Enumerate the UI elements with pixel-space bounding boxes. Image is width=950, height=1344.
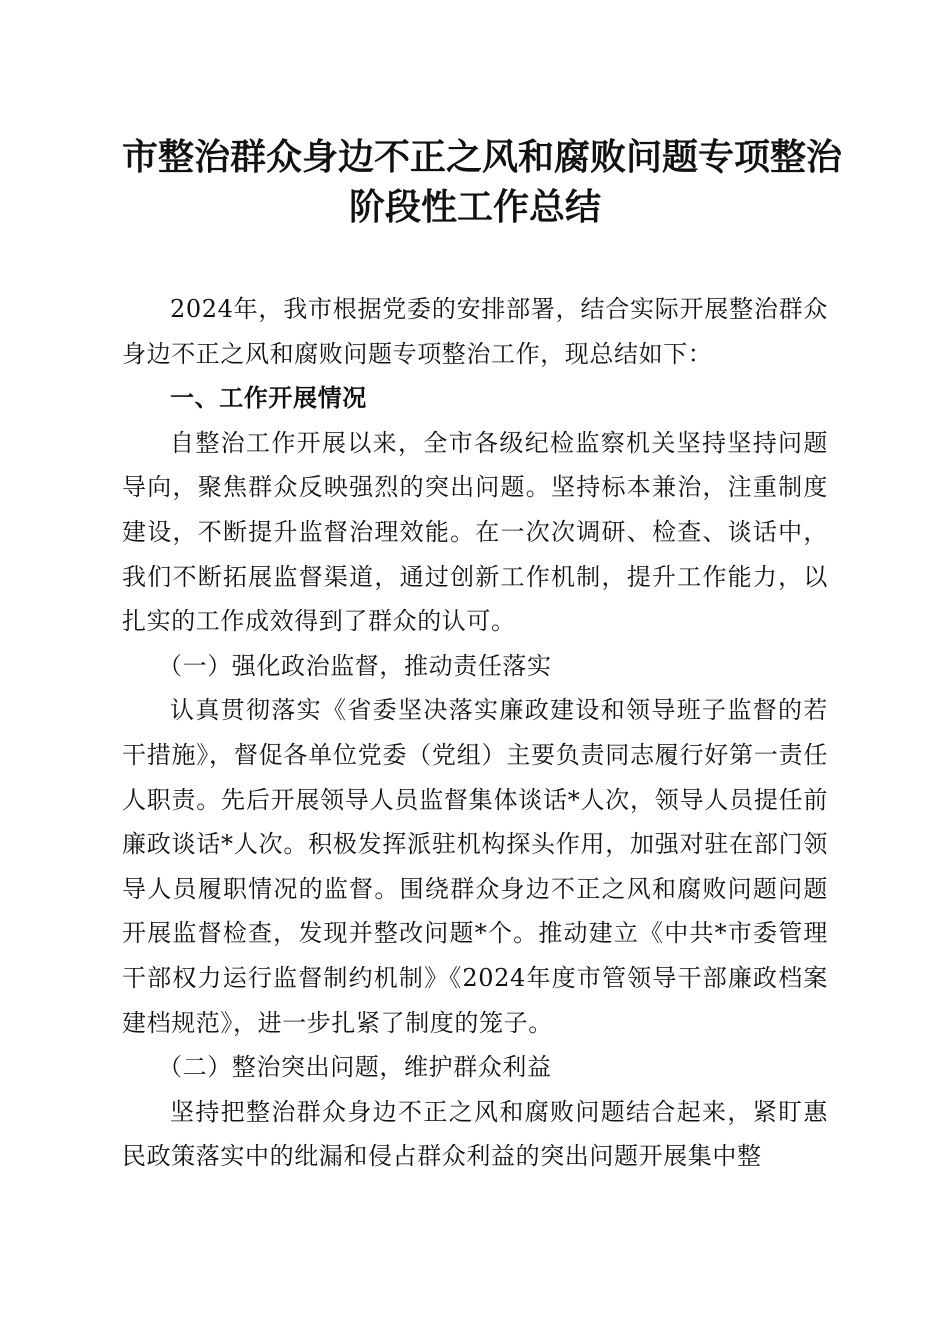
document-page xyxy=(122,132,843,1179)
subsection2-paragraph: 坚持把整治群众身边不正之风和腐败问题结合起来，紧盯惠民政策落实中的纰漏和侵占群众利益的突出问题开展集中整 xyxy=(122,1097,828,1171)
intro-paragraph: 2024年，我市根据党委的安排部署，结合实际开展整治群众身边不正之风和腐败问题专项整治工作，现总结如下： xyxy=(122,295,828,368)
subsection1-paragraph: 认真贯彻落实《省委坚决落实廉政建设和领导班子监督的若干措施》，督促各单位党委（党组）主要负责同志履行好第一责任人职责。先后开展领导人员监督集体谈话*人次，领导人员提任前廉政谈话*人次。积极发挥派驻机构探头作用，加强对驻在部门领导人员履职情况的监督。围绕群众身边不正之风和腐败问题问题开展监督检查，发现并整改问题*个。推动建立《中共*市委管理干部权力运行监督制约机制》《2024年度市管领导干部廉政档案建档规范》，进一步扎紧了制度的笼子。 xyxy=(122,696,828,1037)
document-title-line-2: 阶段性工作总结 xyxy=(348,186,601,228)
title-spacer xyxy=(122,232,828,287)
document-title-line-1: 市整治群众身边不正之风和腐败问题专项整治 xyxy=(122,136,843,178)
section-heading-work-status: 一、工作开展情况 xyxy=(170,383,367,413)
subsection-heading-rectify-problems: （二）整治突出问题，维护群众利益 xyxy=(158,1053,552,1082)
section1-paragraph: 自整治工作开展以来，全市各级纪检监察机关坚持坚持问题导向，聚焦群众反映强烈的突出问题。坚持标本兼治，注重制度建设，不断提升监督治理效能。在一次次调研、检查、谈话中，我们不断拓展监督渠道，通过创新工作机制，提升工作能力，以扎实的工作成效得到了群众的认可。 xyxy=(122,428,828,636)
subsection-heading-political-supervision: （一）强化政治监督，推动责任落实 xyxy=(158,651,552,680)
